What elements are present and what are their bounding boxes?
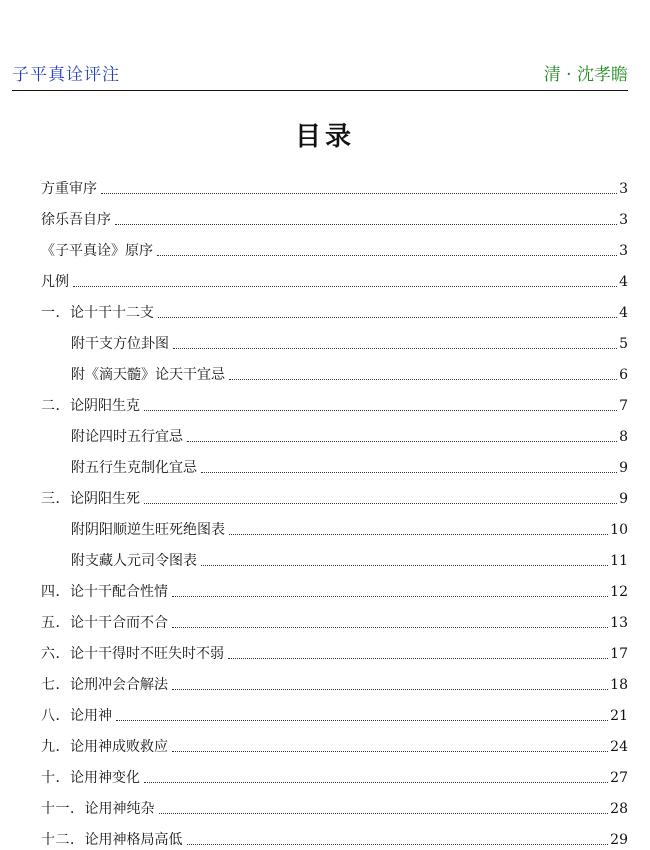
toc-entry-page-number: 17: [610, 646, 628, 662]
toc-entry-label: 凡例: [41, 274, 69, 290]
toc-entry-label: 附《滴天髓》论天干宜忌: [71, 367, 225, 383]
toc-entry-label: 附支藏人元司令图表: [71, 553, 197, 569]
dot-leader: [157, 255, 617, 256]
toc-entry-page-number: 7: [619, 398, 628, 414]
toc-entry[interactable]: [41, 663, 628, 694]
dot-leader: [73, 286, 617, 287]
toc-entry-page-number: 4: [619, 305, 628, 321]
toc-entry-page-number: 3: [619, 181, 628, 197]
dot-leader: [144, 782, 608, 783]
toc-entry-label: 论十干配合性情: [70, 584, 168, 600]
toc-entry[interactable]: [41, 632, 628, 663]
toc-entry-page-number: 18: [610, 677, 628, 693]
dot-leader: [172, 596, 608, 597]
toc-entry-page-number: 27: [610, 770, 628, 786]
toc-entry[interactable]: [41, 384, 628, 415]
toc-entry-page-number: 4: [619, 274, 628, 290]
toc-entry-number: 十一．: [41, 801, 85, 817]
page-header: [12, 60, 628, 91]
toc-entry-page-number: 6: [619, 367, 628, 383]
toc-entry-number: 十．: [41, 770, 70, 786]
toc-entry-page-number: 13: [610, 615, 628, 631]
toc-entry-label: 附五行生克制化宜忌: [71, 460, 197, 476]
toc-entry-number: 九．: [41, 739, 70, 755]
toc-entry[interactable]: [41, 229, 628, 260]
toc-entry[interactable]: [41, 415, 628, 446]
dot-leader: [144, 503, 617, 504]
toc-entry-number: 三．: [41, 491, 70, 507]
dot-leader: [159, 813, 609, 814]
toc-entry-label: 论用神格局高低: [84, 832, 183, 848]
dot-leader: [172, 627, 608, 628]
toc-entry-number: 十二．: [41, 832, 85, 848]
toc-entry-label: 附阴阳顺逆生旺死绝图表: [71, 522, 225, 538]
toc-entry-number: 八．: [41, 708, 70, 724]
toc-entry-number: 二．: [41, 398, 70, 414]
toc-entry[interactable]: [41, 167, 628, 198]
author-name: 清 · 沈孝瞻: [543, 65, 628, 85]
toc-entry[interactable]: [41, 539, 628, 570]
toc-entry-label: 附论四时五行宜忌: [71, 429, 183, 445]
toc-entry-page-number: 3: [619, 243, 628, 259]
toc-entry-page-number: 29: [610, 832, 628, 848]
toc-entry-page-number: 9: [619, 460, 628, 476]
toc-entry[interactable]: [41, 756, 628, 787]
toc-entry[interactable]: [41, 198, 628, 229]
toc-entry-label: 方重审序: [41, 181, 97, 197]
toc-entry[interactable]: [41, 291, 628, 322]
toc-entry-page-number: 24: [610, 739, 628, 755]
dot-leader: [187, 441, 617, 442]
toc-entry-page-number: 3: [619, 212, 628, 228]
toc-entry-label: 论十干得时不旺失时不弱: [70, 646, 224, 662]
toc-entry-label: 《子平真诠》原序: [41, 243, 153, 259]
toc-entry-number: 七．: [41, 677, 70, 693]
toc-entry-label: 论用神变化: [70, 770, 140, 786]
toc-entry-label: 论十干十二支: [70, 305, 154, 321]
dot-leader: [101, 193, 617, 194]
toc-entry-label: 论阴阳生克: [70, 398, 140, 414]
table-of-contents: [41, 167, 628, 849]
toc-entry-number: 六．: [41, 646, 70, 662]
toc-entry[interactable]: [41, 601, 628, 632]
toc-entry-label: 论用神: [70, 708, 112, 724]
dot-leader: [201, 472, 617, 473]
toc-entry[interactable]: [41, 322, 628, 353]
dot-leader: [158, 317, 617, 318]
dot-leader: [172, 751, 608, 752]
toc-entry[interactable]: [41, 446, 628, 477]
toc-entry-label: 论十干合而不合: [70, 615, 168, 631]
toc-entry[interactable]: [41, 260, 628, 291]
toc-entry[interactable]: [41, 818, 628, 849]
toc-entry[interactable]: [41, 477, 628, 508]
toc-entry[interactable]: [41, 353, 628, 384]
dot-leader: [229, 379, 617, 380]
dot-leader: [229, 534, 608, 535]
dot-leader: [115, 224, 617, 225]
toc-entry[interactable]: [41, 787, 628, 818]
toc-entry[interactable]: [41, 725, 628, 756]
toc-entry-label: 论阴阳生死: [70, 491, 140, 507]
toc-entry-number: 五．: [41, 615, 70, 631]
toc-entry-page-number: 10: [610, 522, 628, 538]
dot-leader: [187, 844, 609, 845]
toc-entry-page-number: 28: [610, 801, 628, 817]
dot-leader: [173, 348, 617, 349]
toc-entry-label: 附干支方位卦图: [71, 336, 169, 352]
toc-entry-page-number: 8: [619, 429, 628, 445]
toc-entry-page-number: 5: [619, 336, 628, 352]
toc-entry-label: 徐乐吾自序: [41, 212, 111, 228]
dot-leader: [201, 565, 608, 566]
dot-leader: [228, 658, 608, 659]
toc-entry-label: 论刑冲会合解法: [70, 677, 168, 693]
dot-leader: [116, 720, 608, 721]
toc-entry-page-number: 21: [610, 708, 628, 724]
toc-entry-number: 一．: [41, 305, 70, 321]
toc-entry-page-number: 11: [610, 553, 628, 569]
toc-entry[interactable]: [41, 694, 628, 725]
toc-entry[interactable]: [41, 570, 628, 601]
toc-entry-page-number: 12: [610, 584, 628, 600]
toc-entry[interactable]: [41, 508, 628, 539]
book-title: 子平真诠评注: [12, 65, 120, 85]
dot-leader: [172, 689, 608, 690]
toc-title: 目录: [294, 122, 355, 152]
toc-entry-number: 四．: [41, 584, 70, 600]
dot-leader: [144, 410, 617, 411]
toc-entry-label: 论用神成败救应: [70, 739, 168, 755]
toc-entry-page-number: 9: [619, 491, 628, 507]
toc-entry-label: 论用神纯杂: [84, 801, 155, 817]
